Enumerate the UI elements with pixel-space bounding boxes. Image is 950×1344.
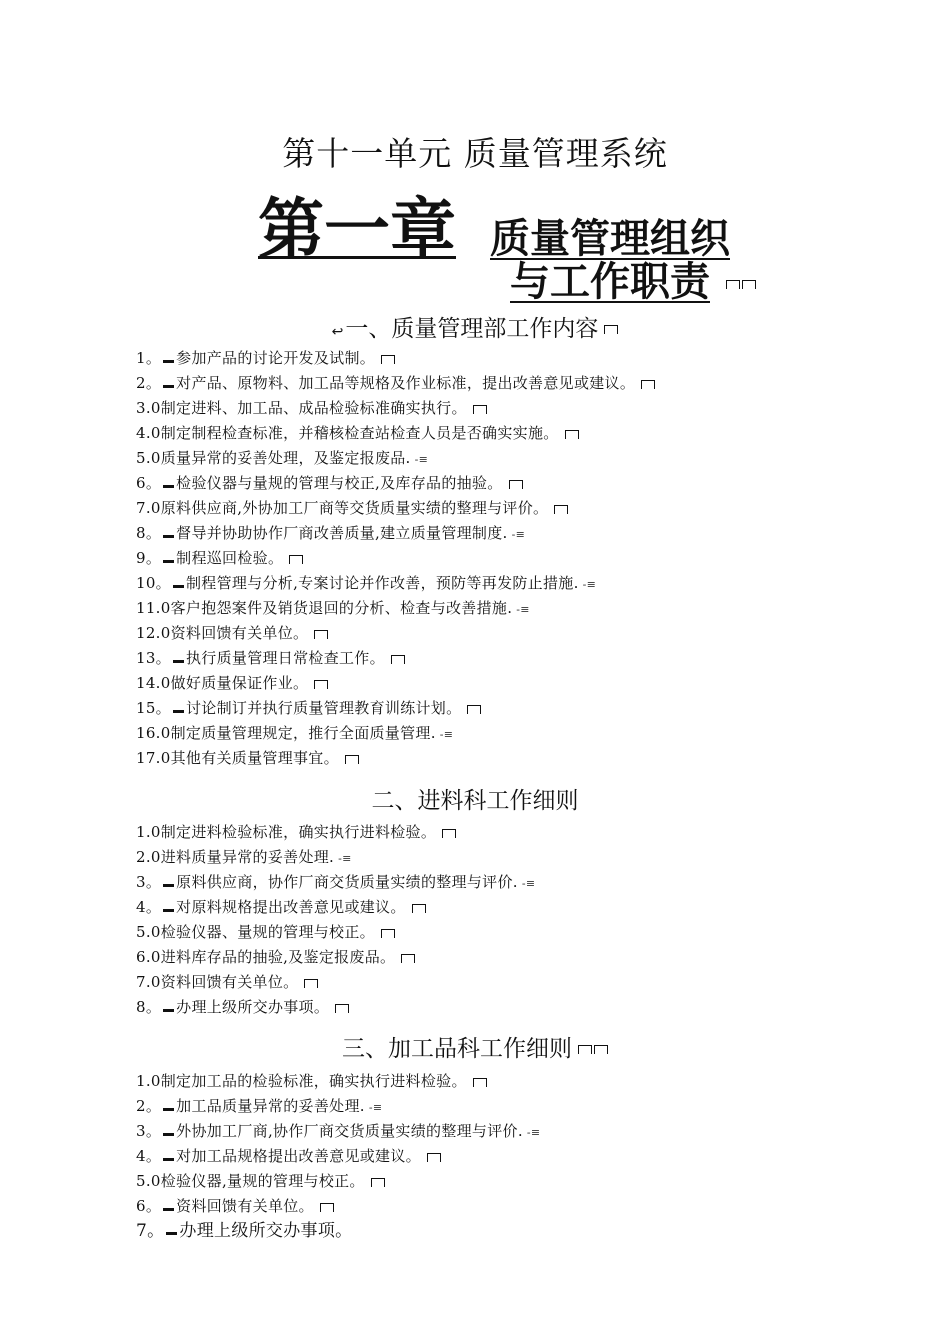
list-item <box>136 995 535 1020</box>
section-heading-3 <box>0 1030 950 1063</box>
line-end-mark-icon: -≡ <box>516 603 530 616</box>
section-heading-text: 一、质量管理部工作内容 <box>345 316 599 342</box>
list-item-text: 2。 加工品质量异常的妥善处理. <box>136 1097 365 1115</box>
list-item <box>136 1119 540 1144</box>
return-mark-icon <box>371 1178 385 1187</box>
list-item-text: 6。 检验仪器与量规的管理与校正,及库存品的抽验。 <box>136 474 503 492</box>
unit-title: 第十一单元 质量管理系统 <box>282 134 668 173</box>
bullet-mark-icon <box>163 529 174 538</box>
list-item-text: 17.0其他有关质量管理事宜。 <box>136 749 339 767</box>
bullet-mark-icon <box>163 479 174 488</box>
return-mark-icon <box>381 355 395 364</box>
return-mark-icon <box>726 280 740 289</box>
section-2-list <box>136 820 535 1020</box>
list-item-text: 1.0制定加工品的检验标准，确实执行进料检验。 <box>136 1072 467 1090</box>
list-item-text: 4.0制定制程检查标准，并稽核检查站检查人员是否确实实施。 <box>136 424 559 442</box>
line-end-mark-icon: -≡ <box>414 453 429 466</box>
list-item-text: 2。 对产品、原物料、加工品等规格及作业标准，提出改善意见或建议。 <box>136 374 636 392</box>
return-mark-icon <box>345 755 359 764</box>
list-item <box>136 671 655 696</box>
list-item <box>136 870 535 895</box>
list-item <box>136 746 655 771</box>
return-mark-icon <box>304 979 318 988</box>
list-item-text: 3。 原料供应商，协作厂商交货质量实绩的整理与评价. <box>136 873 518 891</box>
return-mark-icon <box>467 705 481 714</box>
list-item-text: 5.0检验仪器,量规的管理与校正。 <box>136 1172 365 1190</box>
swirl-mark-icon: ↩ <box>331 324 344 340</box>
list-item <box>136 970 535 995</box>
list-item <box>136 945 535 970</box>
list-item <box>136 895 535 920</box>
return-mark-icon <box>335 1004 349 1013</box>
line-end-mark-icon: -≡ <box>368 1101 383 1114</box>
list-item-text: 7。 办理上级所交办事项。 <box>136 1221 353 1241</box>
list-item <box>136 496 655 521</box>
list-item <box>136 346 655 371</box>
list-item <box>136 596 655 621</box>
section-3-list <box>136 1069 540 1244</box>
return-mark-icon <box>381 929 395 938</box>
return-mark-icon <box>391 655 405 664</box>
list-item <box>136 371 655 396</box>
section-heading-text: 三、加工品科工作细则 <box>342 1036 572 1062</box>
bullet-mark-icon <box>163 878 174 887</box>
return-mark-icon <box>565 430 579 439</box>
list-item <box>136 1219 540 1244</box>
line-end-mark-icon: -≡ <box>526 1126 541 1139</box>
list-item <box>136 471 655 496</box>
bullet-mark-icon <box>163 1202 174 1211</box>
list-item-text: 14.0做好质量保证作业。 <box>136 674 309 692</box>
chapter-title-line1: 质量管理组织 <box>490 216 730 262</box>
line-end-mark-icon: -≡ <box>439 728 454 741</box>
return-mark-icon <box>578 1045 592 1054</box>
list-item <box>136 521 655 546</box>
bullet-mark-icon <box>173 654 184 663</box>
section-1-list <box>136 346 655 771</box>
line-end-mark-icon: -≡ <box>511 528 526 541</box>
list-item <box>136 446 655 471</box>
line-end-mark-icon: -≡ <box>338 852 352 865</box>
list-item <box>136 1169 540 1194</box>
bullet-mark-icon <box>163 1152 174 1161</box>
list-item <box>136 920 535 945</box>
bullet-mark-icon <box>173 704 184 713</box>
bullet-mark-icon <box>163 379 174 388</box>
list-item-text: 10。 制程管理与分析,专案讨论并作改善，预防等再发防止措施. <box>136 574 579 592</box>
bullet-mark-icon <box>163 1127 174 1136</box>
list-item-text: 8。 办理上级所交办事项。 <box>136 998 330 1016</box>
list-item-text: 3。 外协加工厂商,协作厂商交货质量实绩的整理与评价. <box>136 1122 523 1140</box>
list-item-text: 9。 制程巡回检验。 <box>136 549 284 567</box>
return-mark-icon <box>320 1203 334 1212</box>
list-item <box>136 546 655 571</box>
list-item <box>136 721 655 746</box>
list-item-text: 2.0进料质量异常的妥善处理. <box>136 848 335 866</box>
bullet-mark-icon <box>173 579 184 588</box>
list-item <box>136 1144 540 1169</box>
return-mark-icon <box>742 280 756 289</box>
list-item-text: 4。 对加工品规格提出改善意见或建议。 <box>136 1147 421 1165</box>
section-heading-text: 二、进料科工作细则 <box>371 788 579 814</box>
list-item-text: 11.0客户抱怨案件及销货退回的分析、检查与改善措施. <box>136 599 513 617</box>
return-mark-icon <box>554 505 568 514</box>
list-item-text: 4。 对原料规格提出改善意见或建议。 <box>136 898 406 916</box>
list-item <box>136 421 655 446</box>
list-item-text: 8。 督导并协助协作厂商改善质量,建立质量管理制度. <box>136 524 508 542</box>
list-item <box>136 696 655 721</box>
list-item <box>136 1094 540 1119</box>
bullet-mark-icon <box>163 1102 174 1111</box>
bullet-mark-icon <box>163 1003 174 1012</box>
list-item-text: 7.0原料供应商,外协加工厂商等交货质量实绩的整理与评价。 <box>136 499 549 517</box>
list-item-text: 13。 执行质量管理日常检查工作。 <box>136 649 385 667</box>
return-mark-icon <box>314 630 328 639</box>
list-item <box>136 396 655 421</box>
return-mark-icon <box>473 405 487 414</box>
list-item-text: 5.0检验仪器、量规的管理与校正。 <box>136 923 375 941</box>
list-item <box>136 621 655 646</box>
chapter-title-line2: 与工作职责 <box>510 259 710 305</box>
list-item <box>136 646 655 671</box>
bullet-mark-icon <box>163 903 174 912</box>
return-mark-icon <box>509 480 523 489</box>
return-mark-icon <box>442 829 456 838</box>
return-mark-icon <box>427 1153 441 1162</box>
list-item-text: 1。 参加产品的讨论开发及试制。 <box>136 349 376 367</box>
section-heading-1 <box>0 310 950 343</box>
return-mark-icon <box>412 904 426 913</box>
chapter-title-line2-row <box>510 250 756 307</box>
line-end-mark-icon: -≡ <box>582 578 597 591</box>
bullet-mark-icon <box>163 554 174 563</box>
list-item <box>136 571 655 596</box>
list-item-text: 5.0质量异常的妥善处理，及鉴定报废品. <box>136 449 411 467</box>
list-item-text: 1.0制定进料检验标准，确实执行进料检验。 <box>136 823 437 841</box>
line-end-mark-icon: -≡ <box>521 877 536 890</box>
bullet-mark-icon <box>166 1226 177 1235</box>
list-item-text: 7.0资料回馈有关单位。 <box>136 973 299 991</box>
return-mark-icon <box>473 1078 487 1087</box>
list-item <box>136 845 535 870</box>
return-mark-icon <box>314 680 328 689</box>
return-mark-icon <box>401 954 415 963</box>
list-item-text: 15。 讨论制订并执行质量管理教育训练计划。 <box>136 699 462 717</box>
list-item <box>136 1069 540 1094</box>
return-mark-icon <box>594 1045 608 1054</box>
list-item-text: 6。 资料回馈有关单位。 <box>136 1197 314 1215</box>
list-item-text: 16.0制定质量管理规定，推行全面质量管理. <box>136 724 436 742</box>
bullet-mark-icon <box>163 354 174 363</box>
return-mark-icon <box>289 555 303 564</box>
return-mark-icon <box>641 380 655 389</box>
list-item <box>136 1194 540 1219</box>
list-item-text: 3.0制定进料、加工品、成品检验标准确实执行。 <box>136 399 467 417</box>
section-heading-2 <box>0 782 950 815</box>
chapter-label: 第一章 <box>258 191 456 268</box>
return-mark-icon <box>604 325 618 334</box>
list-item-text: 6.0进料库存品的抽验,及鉴定报废品。 <box>136 948 396 966</box>
list-item-text: 12.0资料回馈有关单位。 <box>136 624 309 642</box>
list-item <box>136 820 535 845</box>
